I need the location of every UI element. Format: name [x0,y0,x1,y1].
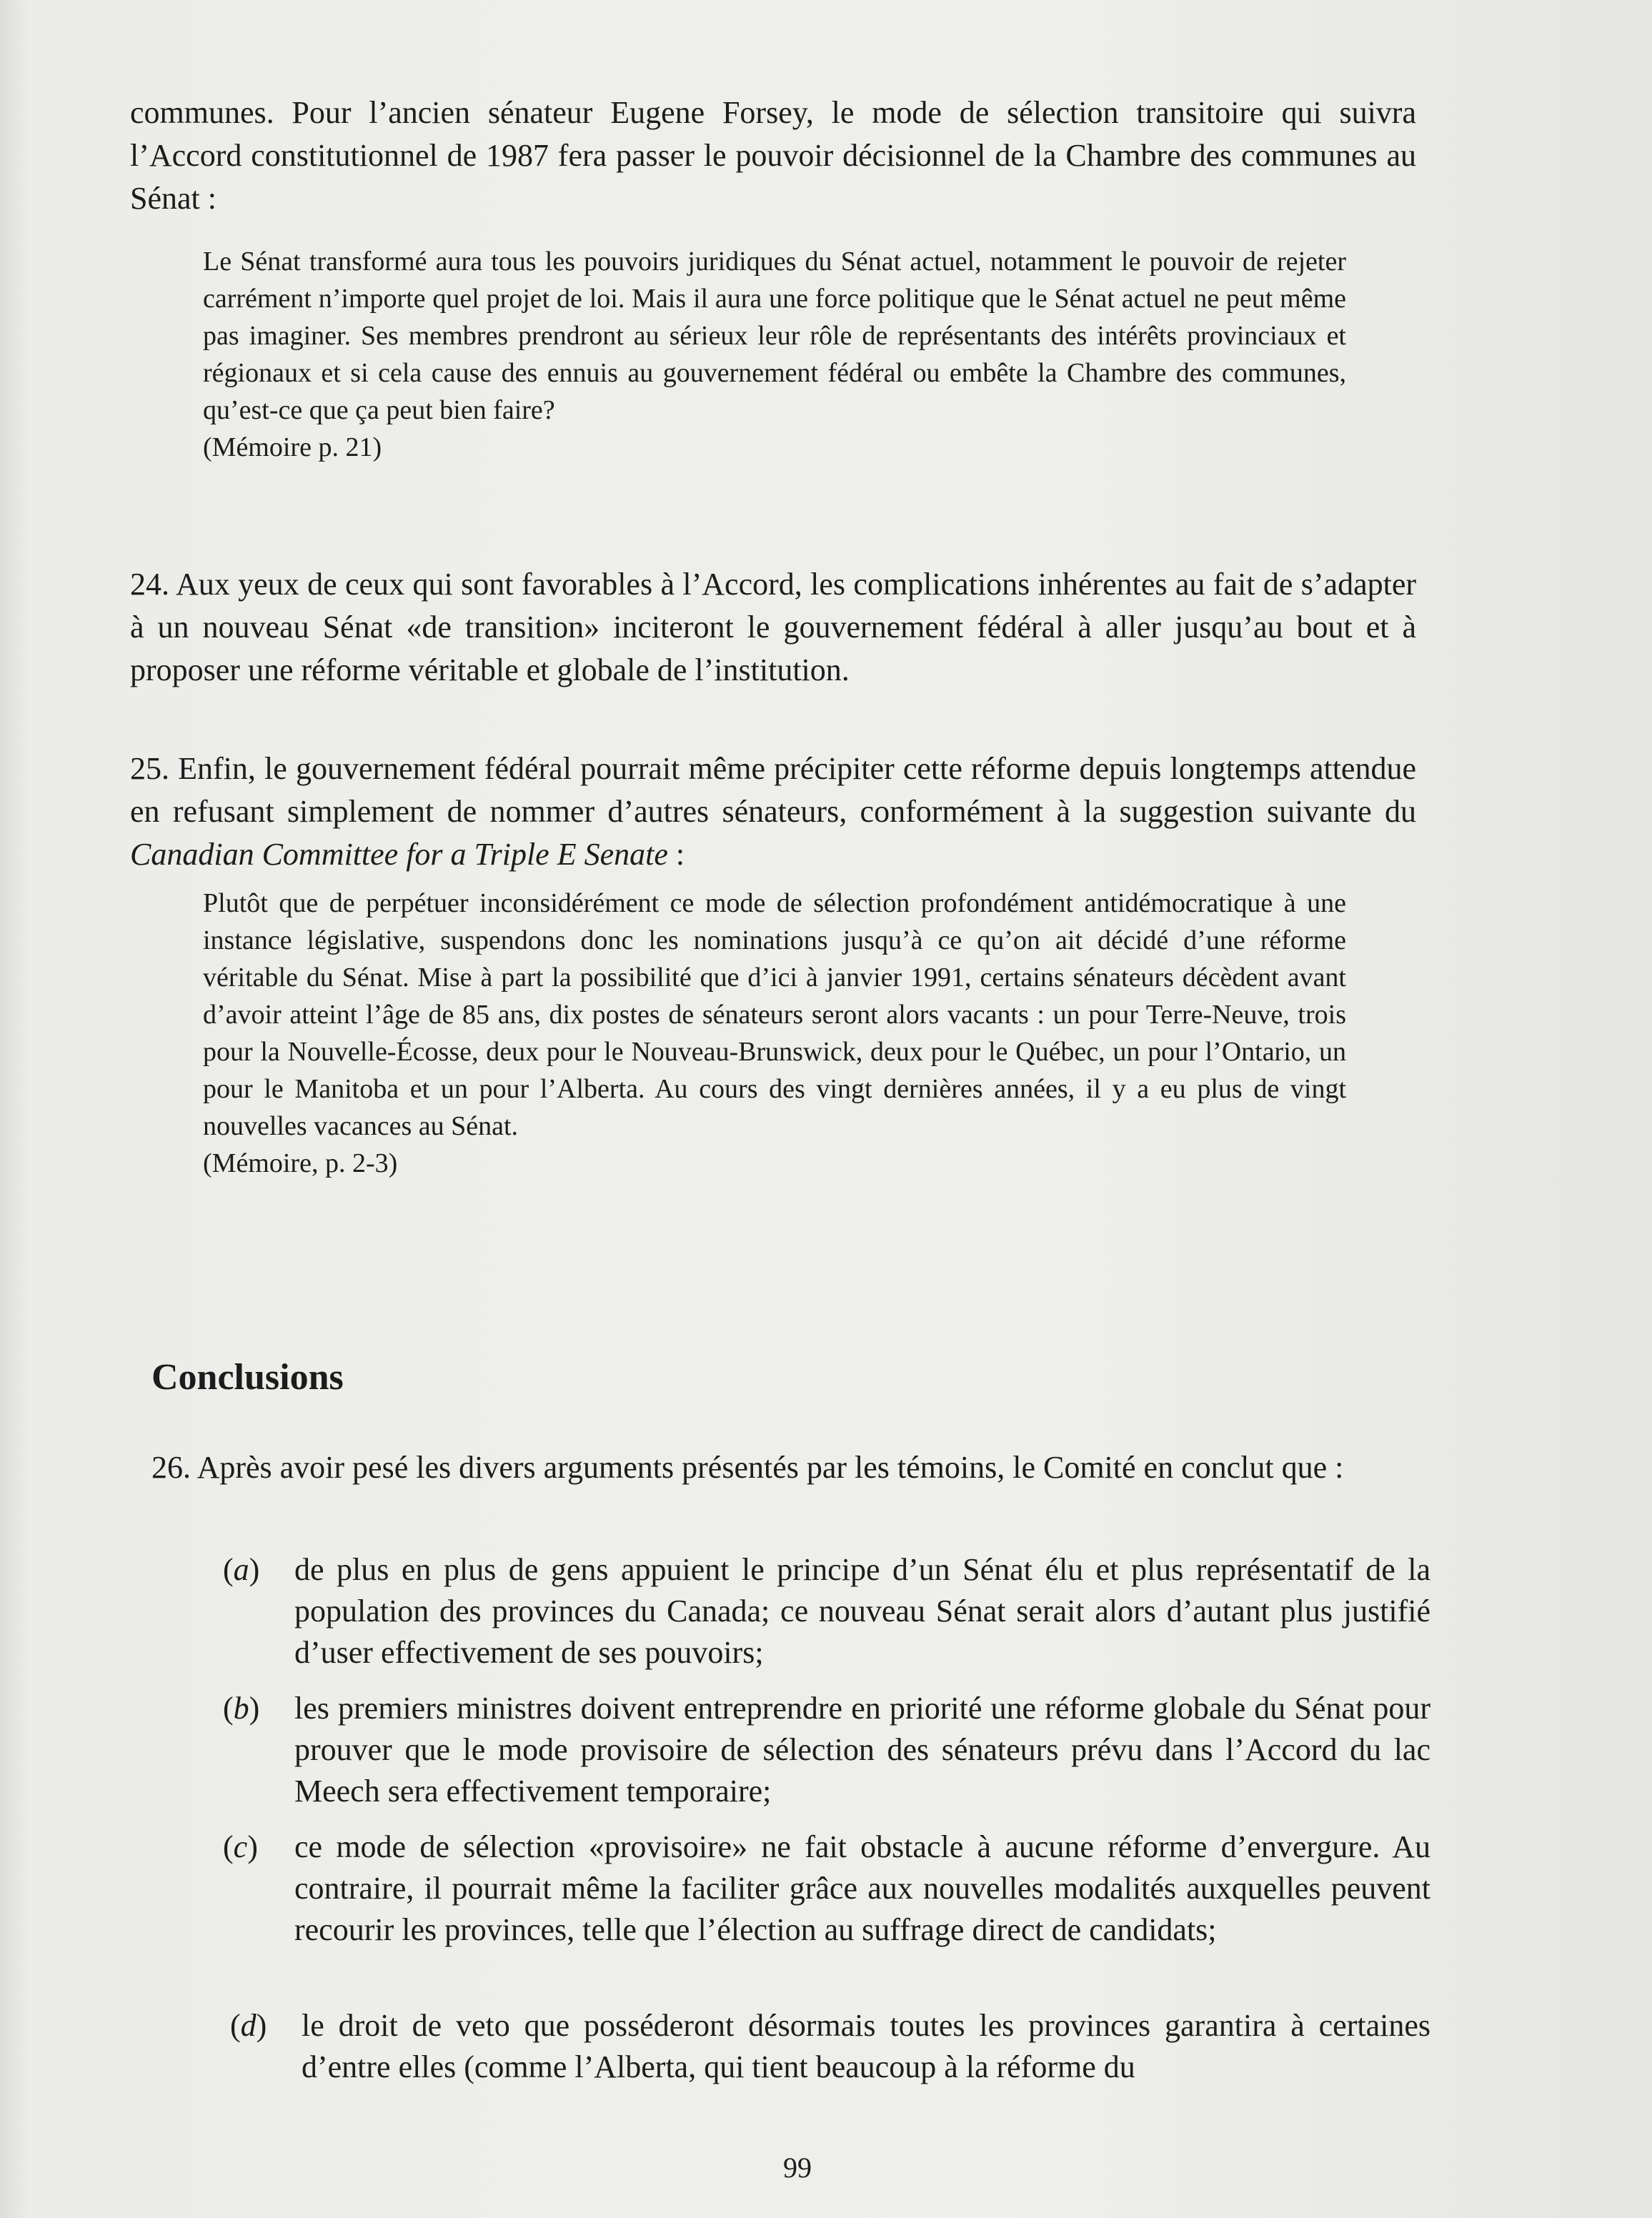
quote-text: Plutôt que de perpétuer inconsidérément ce mode de sélection profondément antidémocratique à une instance législative, suspendons donc les nominations jusqu’à ce qu’on ait décidé d’une réforme véritable du Sénat. Mise à part la possibilité que d’ici à janvier 1991, certains sénateurs décèdent avant d’avoir atteint l’âge de 85 ans, dix postes de sénateurs seront alors vacants : un pour Terre-Neuve, trois pour la Nouvelle-Écosse, deux pour le Nouveau-Brunswick, deux pour le Québec, un pour l’Ontario, un pour le Manitoba et un pour l’Alberta. Au cours des vingt dernières années, il y a eu plus de vingt nouvelles vacances au Sénat. [203,888,1346,1141]
paragraph-24: 24. Aux yeux de ceux qui sont favorables à l’Accord, les complications inhérentes au fait de s’adapter à un nouveau Sénat «de transition» inciteront le gouvernement fédéral à aller jusqu’au bout et à proposer une réforme véritable et globale de l’institution. [130,567,1416,687]
paragraph-25-end: : [667,837,685,872]
section-heading: Conclusions [151,1357,344,1398]
committee-name: Canadian Committee for a Triple E Senate [130,837,668,872]
item-marker: (c) [223,1829,258,1864]
item-text: le droit de veto que posséderont désormais toutes les provinces garantira à certaines d’entre elles (comme l’Alberta, qui tient beaucoup à la réforme du [302,2008,1430,2084]
item-marker: (d) [230,2008,267,2043]
paragraph-intro: communes. Pour l’ancien sénateur Eugene Forsey, le mode de sélection transitoire qui suivra l’Accord constitutionnel de 1987 fera passer le pouvoir décisionnel de la Chambre des communes au Sénat : [130,95,1416,216]
list-item [223,1688,1430,1812]
page-number: 99 [783,2152,812,2184]
paragraph-25-text: 25. Enfin, le gouvernement fédéral pourrait même précipiter cette réforme depuis longtemps attendue en refusant simplement de nommer d’autres sénateurs, conformément à la suggestion suivante du [130,751,1416,829]
quote-text: Le Sénat transformé aura tous les pouvoirs juridiques du Sénat actuel, notamment le pouvoir de rejeter carrément n’importe quel projet de loi. Mais il aura une force politique que le Sénat actuel ne peut même pas imaginer. Ses membres prendront au sérieux leur rôle de représentants des intérêts provinciaux et régionaux et si cela cause des ennuis au gouvernement fédéral ou embête la Chambre des communes, qu’est-ce que ça peut bien faire? [203,247,1346,425]
quote-source: (Mémoire, p. 2-3) [203,1148,398,1178]
paragraph-25 [130,747,1416,876]
paragraph-26: 26. Après avoir pesé les divers arguments présentés par les témoins, le Comité en conclut que : [151,1450,1344,1485]
list-item [223,1826,1430,1951]
item-text: ce mode de sélection «provisoire» ne fait obstacle à aucune réforme d’envergure. Au contraire, il pourrait même la faciliter grâce aux nouvelles modalités auxquelles peuvent recourir les provinces, telle que l’élection au suffrage direct de candidats; [294,1829,1430,1947]
quote-source: (Mémoire p. 21) [203,432,382,462]
list-item [223,1549,1430,1674]
block-quote-forsey [203,243,1346,466]
item-text: de plus en plus de gens appuient le principe d’un Sénat élu et plus représentatif de la population des provinces du Canada; ce nouveau Sénat serait alors d’autant plus justifié d’user effectivement de ses pouvoirs; [294,1552,1430,1670]
block-quote-committee [203,885,1346,1182]
item-text: les premiers ministres doivent entreprendre en priorité une réforme globale du Sénat pour prouver que le mode provisoire de sélection des sénateurs prévu dans l’Accord du lac Meech sera effectivement temporaire; [294,1691,1430,1809]
list-item [230,2005,1430,2088]
item-marker: (a) [223,1552,260,1587]
item-marker: (b) [223,1691,260,1726]
